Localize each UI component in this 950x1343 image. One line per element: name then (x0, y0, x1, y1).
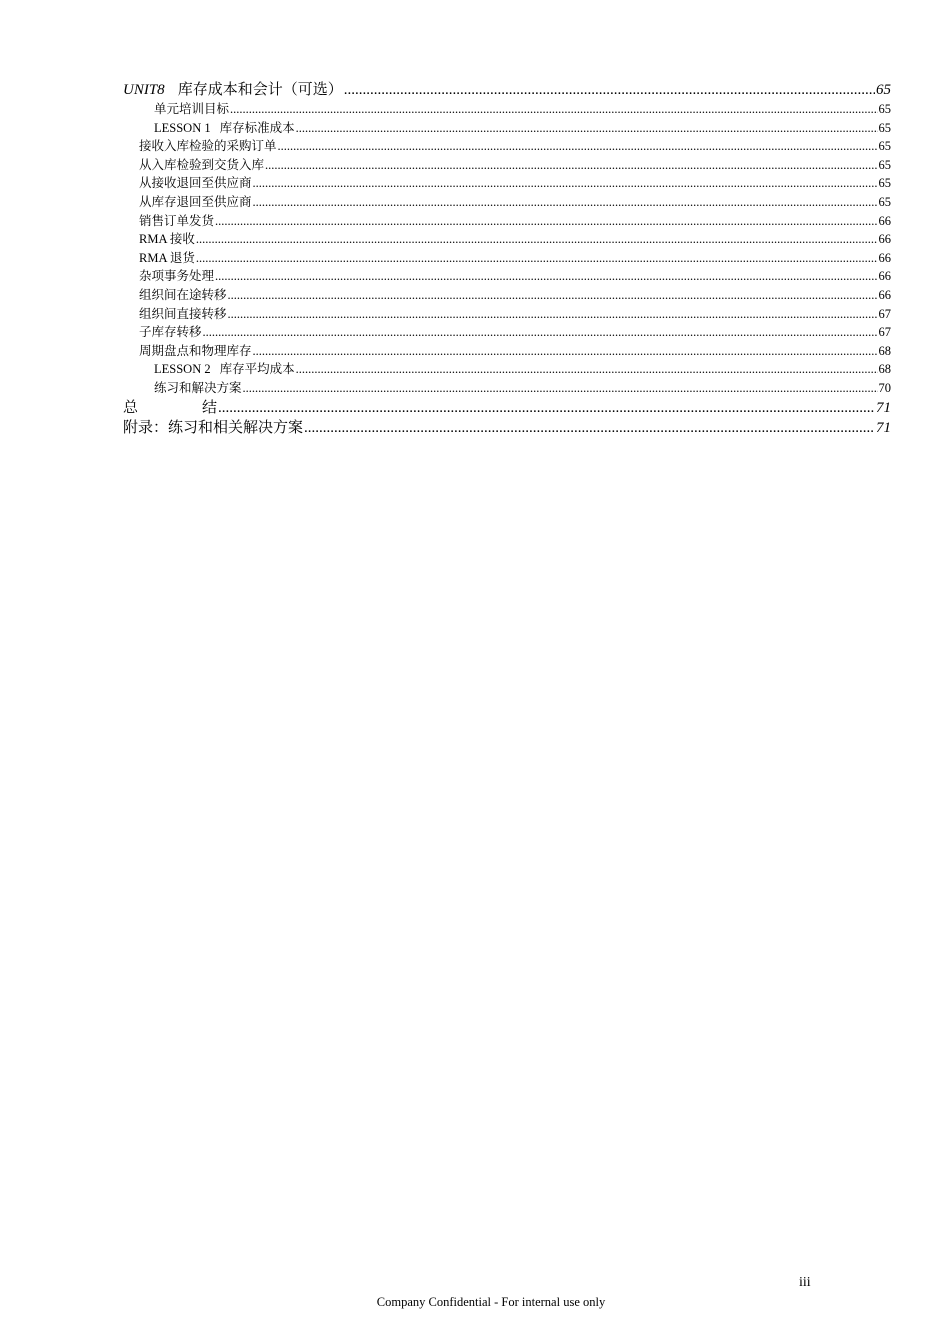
toc-entry-label: 周期盘点和物理库存 (139, 343, 252, 358)
footer-text: Company Confidential - For internal use only (376, 1295, 606, 1309)
toc-page-number: 65 (878, 120, 891, 135)
toc-entry-label: 杂项事务处理 (139, 269, 215, 284)
lesson-title: 库存标准成本 (219, 120, 295, 135)
toc-page-number: 68 (878, 362, 891, 377)
dot-leader (230, 100, 877, 119)
unit-title: 库存成本和会计（可选） (177, 82, 343, 98)
dot-leader (278, 137, 878, 156)
toc-page-number: 66 (878, 250, 891, 265)
toc-entry[interactable] (123, 212, 891, 231)
toc-page-number: 65 (878, 194, 891, 209)
dot-leader (215, 267, 877, 286)
toc-entry[interactable] (123, 249, 891, 268)
dot-leader (304, 418, 875, 438)
page-footer (0, 1295, 950, 1310)
toc-entry-summary[interactable] (123, 398, 891, 418)
dot-leader (265, 156, 877, 175)
toc-entry-label: 从接收退回至供应商 (139, 176, 252, 191)
toc-entry-label (154, 360, 295, 379)
dot-leader (228, 305, 878, 324)
toc-entry-label: 接收入库检验的采购订单 (139, 139, 277, 154)
dot-leader (253, 193, 878, 212)
dot-leader (344, 80, 875, 100)
lesson-prefix: LESSON 1 (154, 120, 211, 135)
toc-entry[interactable] (123, 267, 891, 286)
toc-page-number: 67 (878, 306, 891, 321)
toc-entry-label: 从入库检验到交货入库 (139, 157, 265, 172)
toc-page-number: 65 (878, 157, 891, 172)
toc-entry-label: 练习和解决方案 (154, 380, 242, 395)
toc-entry[interactable] (123, 286, 891, 305)
summary-char-2: 结 (202, 399, 218, 416)
summary-char-1: 总 (123, 399, 139, 416)
dot-leader (243, 379, 878, 398)
toc-entry[interactable] (123, 137, 891, 156)
toc-entry-label (123, 398, 217, 418)
toc-page-number: 71 (876, 399, 891, 416)
toc-page-number: 65 (876, 82, 891, 98)
toc-page-number: 66 (878, 232, 891, 247)
toc-page-number: 65 (878, 102, 891, 116)
toc-entry[interactable] (123, 119, 891, 138)
toc-entry-label: 销售订单发货 (139, 213, 215, 228)
toc-page-number: 68 (878, 343, 891, 358)
toc-entry[interactable] (123, 193, 891, 212)
toc-page-number: 65 (878, 176, 891, 191)
toc-page-number: 65 (878, 139, 891, 154)
toc-entry-label: 组织间在途转移 (139, 287, 227, 302)
table-of-contents (123, 80, 891, 438)
lesson-title: 库存平均成本 (219, 362, 295, 377)
toc-entry-label (154, 119, 295, 138)
dot-leader (196, 230, 878, 249)
dot-leader (218, 398, 875, 418)
toc-entry-label: 从库存退回至供应商 (139, 194, 252, 209)
toc-page-number: 71 (876, 419, 891, 436)
toc-entry-label: 组织间直接转移 (139, 306, 227, 321)
toc-entry-label: 单元培训目标 (154, 102, 230, 116)
toc-entry-label: 子库存转移 (139, 325, 202, 340)
dot-leader (228, 286, 878, 305)
toc-entry[interactable] (123, 360, 891, 379)
toc-entry[interactable] (123, 305, 891, 324)
toc-page-number: 67 (878, 325, 891, 340)
toc-entry-label: RMA 接收 (139, 232, 195, 247)
dot-leader (215, 212, 877, 231)
toc-entry-appendix[interactable] (123, 418, 891, 438)
toc-entry-unit8[interactable] (123, 80, 891, 100)
dot-leader (296, 360, 878, 379)
dot-leader (196, 249, 878, 268)
page-number: iii (799, 1275, 811, 1290)
dot-leader (296, 119, 878, 138)
toc-page-number: 66 (878, 269, 891, 284)
toc-entry-label: 附录：练习和相关解决方案 (123, 419, 304, 436)
toc-page-number: 66 (878, 287, 891, 302)
toc-entry[interactable] (123, 230, 891, 249)
toc-entry[interactable] (123, 156, 891, 175)
toc-entry[interactable] (123, 342, 891, 361)
toc-entry[interactable] (123, 174, 891, 193)
dot-leader (253, 342, 878, 361)
dot-leader (253, 174, 878, 193)
toc-entry-label: RMA 退货 (139, 250, 195, 265)
toc-page-number: 70 (878, 380, 891, 395)
toc-entry-label (123, 80, 343, 100)
toc-entry[interactable] (123, 379, 891, 398)
toc-page-number: 66 (878, 213, 891, 228)
lesson-prefix: LESSON 2 (154, 362, 211, 377)
toc-entry[interactable] (123, 323, 891, 342)
unit-number: UNIT8 (123, 82, 165, 98)
dot-leader (203, 323, 878, 342)
toc-entry[interactable] (123, 100, 891, 119)
